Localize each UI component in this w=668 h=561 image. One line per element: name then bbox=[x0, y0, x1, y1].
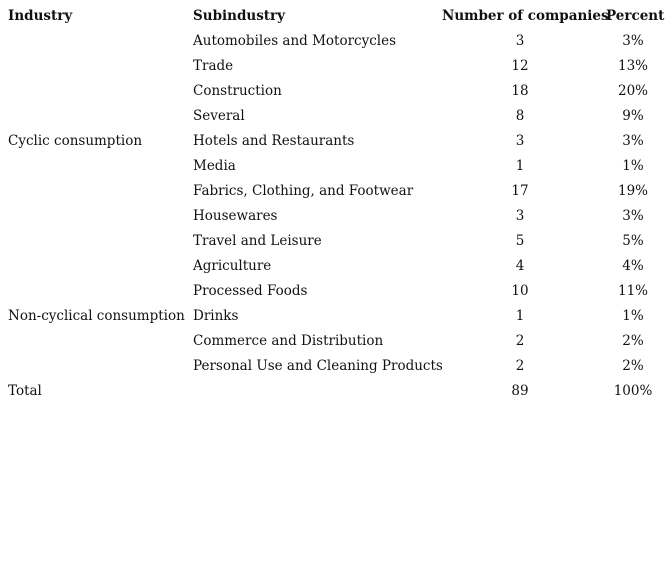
header-number-of-companies: Number of companies bbox=[442, 8, 609, 24]
subindustry-cell: Processed Foods bbox=[193, 283, 308, 299]
industry-cell: Total bbox=[8, 383, 42, 399]
subindustry-cell: Hotels and Restaurants bbox=[193, 133, 355, 149]
subindustry-cell: Travel and Leisure bbox=[193, 233, 322, 249]
number-of-companies-cell: 18 bbox=[511, 83, 529, 99]
subindustry-cell: Agriculture bbox=[193, 258, 272, 274]
table-row bbox=[0, 154, 668, 179]
subindustry-cell: Fabrics, Clothing, and Footwear bbox=[193, 183, 414, 199]
subindustry-cell: Several bbox=[193, 108, 245, 124]
number-of-companies-cell: 1 bbox=[515, 158, 525, 174]
number-of-companies-cell: 2 bbox=[515, 333, 525, 349]
number-of-companies-cell: 89 bbox=[511, 383, 529, 399]
table-header-row bbox=[0, 4, 668, 29]
table-row bbox=[0, 29, 668, 54]
table-row bbox=[0, 304, 668, 329]
percent-cell: 19% bbox=[617, 183, 648, 199]
percent-cell: 4% bbox=[622, 258, 644, 274]
table-row bbox=[0, 254, 668, 279]
header-industry: Industry bbox=[8, 8, 73, 24]
table-row bbox=[0, 204, 668, 229]
total-row bbox=[0, 379, 668, 404]
percent-cell: 2% bbox=[622, 333, 644, 349]
number-of-companies-cell: 3 bbox=[515, 33, 525, 49]
subindustry-cell: Personal Use and Cleaning Products bbox=[193, 358, 443, 374]
percent-cell: 3% bbox=[622, 133, 644, 149]
subindustry-cell: Commerce and Distribution bbox=[193, 333, 384, 349]
number-of-companies-cell: 17 bbox=[511, 183, 529, 199]
subindustry-cell: Media bbox=[193, 158, 236, 174]
table-row bbox=[0, 54, 668, 79]
table-row bbox=[0, 104, 668, 129]
percent-cell: 13% bbox=[617, 58, 648, 74]
header-percent: Percent bbox=[606, 8, 665, 24]
percent-cell: 100% bbox=[613, 383, 653, 399]
percent-cell: 2% bbox=[622, 358, 644, 374]
table-row bbox=[0, 79, 668, 104]
percent-cell: 3% bbox=[622, 33, 644, 49]
percent-cell: 5% bbox=[622, 233, 644, 249]
industry-cell: Cyclic consumption bbox=[8, 133, 143, 149]
number-of-companies-cell: 1 bbox=[515, 308, 525, 324]
percent-cell: 11% bbox=[617, 283, 648, 299]
table-row bbox=[0, 354, 668, 379]
number-of-companies-cell: 12 bbox=[511, 58, 529, 74]
number-of-companies-cell: 5 bbox=[515, 233, 525, 249]
table-row bbox=[0, 129, 668, 154]
number-of-companies-cell: 10 bbox=[511, 283, 529, 299]
number-of-companies-cell: 8 bbox=[515, 108, 525, 124]
table-row bbox=[0, 179, 668, 204]
number-of-companies-cell: 3 bbox=[515, 208, 525, 224]
percent-cell: 1% bbox=[622, 308, 644, 324]
subindustry-cell: Drinks bbox=[193, 308, 239, 324]
header-subindustry: Subindustry bbox=[193, 8, 285, 24]
table-row bbox=[0, 229, 668, 254]
percent-cell: 3% bbox=[622, 208, 644, 224]
industry-cell: Non-cyclical consumption bbox=[8, 308, 185, 324]
number-of-companies-cell: 3 bbox=[515, 133, 525, 149]
number-of-companies-cell: 4 bbox=[515, 258, 525, 274]
subindustry-cell: Construction bbox=[193, 83, 282, 99]
percent-cell: 9% bbox=[622, 108, 644, 124]
subindustry-cell: Automobiles and Motorcycles bbox=[193, 33, 397, 49]
table-row bbox=[0, 329, 668, 354]
industry-table bbox=[0, 4, 668, 404]
subindustry-cell: Housewares bbox=[193, 208, 278, 224]
table-body bbox=[0, 29, 668, 404]
number-of-companies-cell: 2 bbox=[515, 358, 525, 374]
subindustry-cell: Trade bbox=[193, 58, 234, 74]
percent-cell: 1% bbox=[622, 158, 644, 174]
percent-cell: 20% bbox=[617, 83, 648, 99]
table-row bbox=[0, 279, 668, 304]
